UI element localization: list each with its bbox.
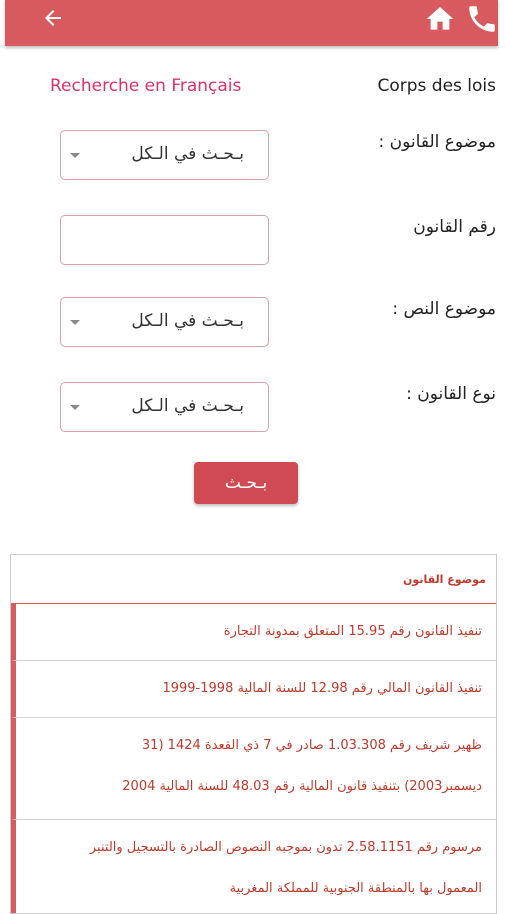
law-number-input[interactable] <box>60 215 269 265</box>
law-number-label: رقم القانون <box>413 217 496 237</box>
results-list <box>10 554 497 914</box>
app-header <box>5 0 498 46</box>
law-type-label: نوع القانون : <box>406 384 496 404</box>
law-type-select[interactable] <box>60 382 269 432</box>
law-subject-label: موضوع القانون : <box>378 132 496 152</box>
text-subject-select[interactable] <box>60 297 269 347</box>
law-subject-select[interactable] <box>60 130 269 180</box>
home-icon[interactable] <box>423 3 457 35</box>
chevron-down-icon <box>70 405 80 410</box>
phone-icon[interactable] <box>465 2 499 36</box>
list-item[interactable] <box>11 604 496 661</box>
text-subject-value: بـحـث في الـكل <box>131 311 244 331</box>
text-subject-label: موضوع النص : <box>392 299 496 319</box>
chevron-down-icon <box>70 153 80 158</box>
list-item-text: تنفيذ القانون رقم 15.95 المتعلق بمدونة التجارة <box>223 624 482 639</box>
chevron-down-icon <box>70 320 80 325</box>
french-search-link[interactable]: Recherche en Français <box>50 76 242 96</box>
corps-des-lois-link[interactable]: Corps des lois <box>377 76 496 96</box>
results-header <box>11 555 496 604</box>
list-item[interactable] <box>11 718 496 820</box>
list-item-text: المعمول بها بالمنطقة الجنوبية للمملكة المغربية <box>229 881 482 896</box>
law-subject-value: بـحـث في الـكل <box>131 144 244 164</box>
law-type-value: بـحـث في الـكل <box>131 396 244 416</box>
arrow-left-icon[interactable] <box>41 6 65 30</box>
results-header-title: موضوع القانون <box>403 573 486 586</box>
list-item[interactable] <box>11 661 496 718</box>
search-button[interactable]: بـحـث <box>194 462 298 504</box>
list-item-text: مرسوم رقم 2.58.1151 تدون بموجبه النصوص الصادرة بالتسجيل والتنبر <box>89 840 482 855</box>
list-item-text: ديسمبر2003) بتنفيذ قانون المالية رقم 48.03 للسنة المالية 2004 <box>122 779 482 794</box>
list-item-text: ظهير شريف رقم 1.03.308 صادر في 7 ذي القعدة 1424 (31 <box>141 738 482 753</box>
list-item-text: تنفيذ القانون المالي رقم 12.98 للسنة المالية 1998-1999 <box>162 681 482 696</box>
